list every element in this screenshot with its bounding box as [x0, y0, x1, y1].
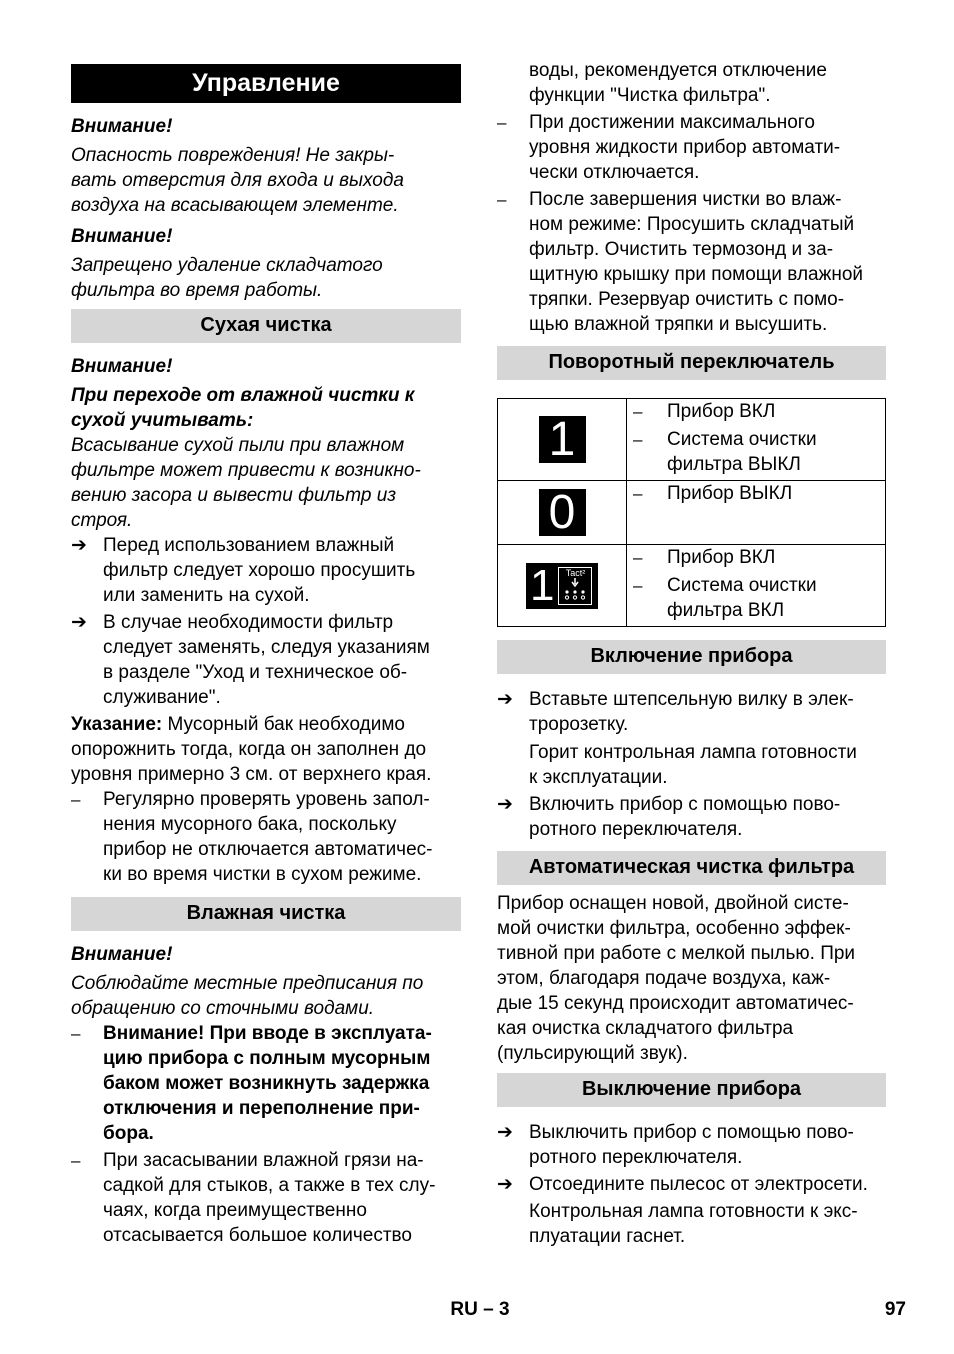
warning-text: Запрещено удаление складчатого фильтра во время работы.: [71, 255, 383, 301]
dash-bullet: –: [633, 430, 643, 449]
list-item: – Прибор ВЫКЛ: [633, 483, 793, 504]
arrow-icon: ➔: [497, 794, 513, 815]
page-number: 97: [884, 1299, 906, 1320]
section-heading-rotary-switch: Поворотный переключатель: [497, 346, 886, 380]
section-heading-auto-filter-cleaning: Автоматическая чистка фильтра: [497, 851, 886, 885]
list-item: ➔ Вставьте штепсельную вилку в элек- тророзетку.: [497, 689, 854, 735]
table-row: [498, 399, 886, 481]
arrow-icon: ➔: [71, 612, 87, 633]
dash-bullet: –: [71, 790, 81, 809]
table-row: [498, 481, 886, 545]
switch-position-tact-icon: 1 Tact²: [526, 563, 598, 609]
list-item: ➔ Выключить прибор с помощью пово- ротного переключателя.: [497, 1122, 854, 1168]
list-item: – Система очистки фильтра ВЫКЛ: [633, 429, 817, 475]
list-item: ➔ Включить прибор с помощью пово- ротного переключателя.: [497, 794, 841, 840]
warning-text: Всасывание сухой пыли при влажном фильтре может привести к возникно- вению засора и вывести фильтр из строя.: [71, 435, 421, 531]
dash-bullet: –: [633, 576, 643, 595]
list-item: ➔ В случае необходимости фильтр следует заменять, следуя указаниям в разделе "Уход и техническое об- служивание".: [71, 612, 430, 708]
arrow-icon: ➔: [497, 1174, 513, 1195]
switch-positions-table: [497, 398, 886, 627]
table-cell: [627, 545, 886, 627]
list-item: – После завершения чистки во влаж- ном режиме: Просушить складчатый фильтр. Очистить термозонд и за- щитную крышку при помощи влажной тряпки. Резервуар очистить с помо- щью влажной тряпки и высушить.: [497, 189, 864, 335]
warning-title: Внимание!: [71, 116, 173, 137]
section-heading-switching-off: Выключение прибора: [497, 1073, 886, 1107]
arrow-icon: ➔: [497, 689, 513, 710]
warning-text: Соблюдайте местные предписания по обращению со сточными водами.: [71, 973, 424, 1019]
paragraph: Прибор оснащен новой, двойной систе- мой очистки фильтра, особенно эффек- тивной при работе с мелкой пылью. При этом, благодаря подаче воздуха, каж- дые 15 секунд происходит автоматичес- кая очистка складчатого фильтра (пульсирующий звук).: [497, 893, 856, 1064]
table-row: [498, 545, 886, 627]
list-item: ➔ Перед использованием влажный фильтр следует хорошо просушить или заменить на сухой.: [71, 535, 416, 606]
left-column: [71, 64, 461, 1248]
list-item: – При засасывании влажной грязи на- садкой для стыков, а также в тех слу- чаях, когда преимущественно отсасывается большое количество: [71, 1150, 436, 1246]
page-title: Управление: [71, 64, 461, 103]
list-item: – Система очистки фильтра ВКЛ: [633, 575, 817, 621]
dash-bullet: –: [633, 484, 643, 503]
table-cell: [627, 399, 886, 481]
warning-title: Внимание!: [71, 356, 173, 377]
list-item: ➔ Отсоедините пылесос от электросети.: [497, 1174, 868, 1195]
table-cell: [498, 481, 627, 545]
table-cell: [627, 481, 886, 545]
section-heading-wet-cleaning: Влажная чистка: [71, 897, 461, 931]
note-text: Указание: Мусорный бак необходимо опорожнить тогда, когда он заполнен до уровня примерно 3 см. от верхнего края.: [71, 714, 432, 785]
warning-subtitle: При переходе от влажной чистки к сухой учитывать:: [71, 385, 415, 431]
warning-title: Внимание!: [71, 944, 173, 965]
arrow-icon: ➔: [71, 535, 87, 556]
dash-bullet: –: [497, 190, 507, 209]
dash-bullet: –: [633, 402, 643, 421]
dash-bullet: –: [633, 548, 643, 567]
list-item: – Внимание! При вводе в эксплуата- цию прибора с полным мусорным баком может возникнуть задержка отключения и переполнение при- бора.: [71, 1023, 432, 1144]
switch-position-1-icon: 1: [539, 416, 586, 463]
warning-title: Внимание!: [71, 226, 173, 247]
table-cell: [498, 399, 627, 481]
switch-position-0-icon: 0: [539, 489, 586, 536]
list-item: – Прибор ВКЛ: [633, 401, 776, 422]
list-item: – При достижении максимального уровня жидкости прибор автомати- чески отключается.: [497, 112, 841, 183]
footer-section-label: RU – 3: [450, 1299, 510, 1320]
arrow-icon: ➔: [497, 1122, 513, 1143]
right-column: [497, 58, 886, 1249]
paragraph-continued: воды, рекомендуется отключение функции "Чистка фильтра".: [529, 60, 827, 106]
dash-bullet: –: [71, 1024, 81, 1043]
paragraph: Контрольная лампа готовности к экс- плуатации гаснет.: [529, 1201, 858, 1247]
dash-bullet: –: [497, 113, 507, 132]
list-item: – Прибор ВКЛ: [633, 547, 776, 568]
list-item: – Регулярно проверять уровень запол- нения мусорного бака, поскольку прибор не отключается автоматичес- ки во время чистки в сухом режиме.: [71, 789, 433, 885]
section-heading-switching-on: Включение прибора: [497, 640, 886, 674]
dash-bullet: –: [71, 1151, 81, 1170]
tact-filter-icon: Tact²: [558, 567, 592, 605]
section-heading-dry-cleaning: Сухая чистка: [71, 309, 461, 343]
paragraph: Горит контрольная лампа готовности к эксплуатации.: [529, 742, 857, 788]
warning-text: Опасность повреждения! Не закры- вать отверстия для входа и выхода воздуха на всасывающем элементе.: [71, 145, 404, 216]
table-cell: [498, 545, 627, 627]
